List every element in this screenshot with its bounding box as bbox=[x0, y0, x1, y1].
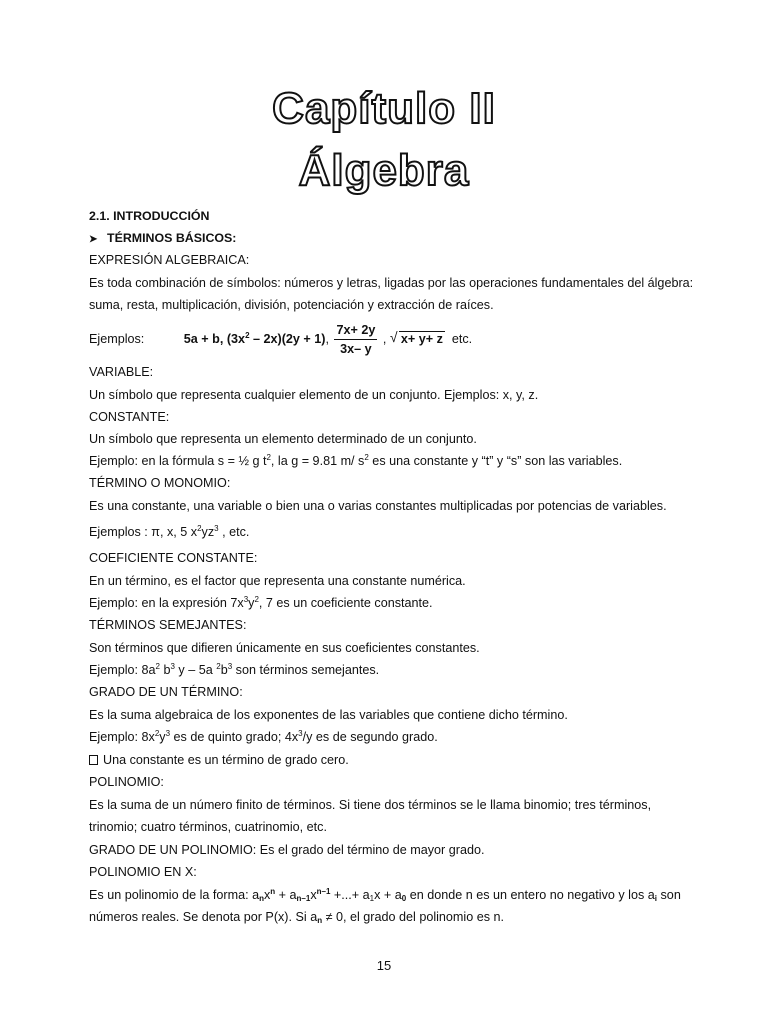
constante-text: Un símbolo que representa un elemento determinado de un conjunto. bbox=[89, 432, 477, 446]
grado-termino-example: Ejemplo: $8x^2y^3$ es de quinto grado; $4x^3/y$ es de segundo grado. bbox=[89, 729, 438, 744]
expresion-text-2: suma, resta, multiplicación, división, potenciación y extracción de raíces. bbox=[89, 298, 494, 312]
grado-termino-note: Una constante es un término de grado cero. bbox=[89, 752, 349, 768]
polinomio-x-heading: POLINOMIO EN X: bbox=[89, 865, 197, 879]
coeficiente-example: Ejemplo: en la expresión $7x^3y^2$, 7 es un coeficiente constante. bbox=[89, 595, 433, 610]
semejantes-heading: TÉRMINOS SEMEJANTES: bbox=[89, 618, 247, 632]
polinomio-x-line-2: números reales. Se denota por P(x). Si $a_n \ne 0$, el grado del polinomio es n. bbox=[89, 910, 505, 925]
chapter-title: Capítulo II bbox=[272, 84, 496, 133]
example-fraction: $\frac{7x+ 2y}{3x- y}$ bbox=[336, 323, 376, 356]
polinomio-heading: POLINOMIO: bbox=[89, 775, 164, 789]
semejantes-example: Ejemplo: $8a^2$ $b^3$ y – 5a $^2b^3$ son términos semejantes. bbox=[89, 662, 380, 677]
semejantes-text: Son términos que difieren únicamente en sus coeficientes constantes. bbox=[89, 641, 480, 655]
polinomio-text-2: trinomio; cuatro términos, cuatrinomio, etc. bbox=[89, 820, 327, 834]
arrow-bullet-icon: ➤ bbox=[89, 234, 98, 245]
variable-text: Un símbolo que representa cualquier elemento de un conjunto. Ejemplos: x, y, z. bbox=[89, 388, 539, 402]
expresion-example: Ejemplos: 5a + b, $(3x^2 - 2x)(2y + 1)$, $\frac{7x+ 2y}{3x- y}$ , √ x+ y+ z etc. bbox=[89, 323, 473, 356]
constante-example: Ejemplo: en la fórmula s = ½ g $t^2$, la g = 9.81 m/ $s^2$ es una constante y “t” y “s” son las variables. bbox=[89, 453, 623, 468]
termino-text: Es una constante, una variable o bien una o varias constantes multiplicadas por potencias de variables. bbox=[89, 499, 667, 513]
polinomio-x-line-1: Es un polinomio de la forma: $a_nx^n + a_{n-1}x^{n-1}$ +...+ $a_1x + a_0$ en donde n es un entero no negativo y los $a_i$ son bbox=[89, 887, 681, 903]
grado-termino-text: Es la suma algebraica de los exponentes de las variables que contiene dicho término. bbox=[89, 708, 568, 722]
coeficiente-text: En un término, es el factor que representa una constante numérica. bbox=[89, 574, 466, 588]
example-sqrt: √ x+ y+ z bbox=[389, 328, 443, 346]
constante-heading: CONSTANTE: bbox=[89, 410, 170, 424]
grado-termino-heading: GRADO DE UN TÉRMINO: bbox=[89, 685, 243, 699]
subsection-heading: ➤ TÉRMINOS BÁSICOS: bbox=[89, 230, 236, 248]
termino-heading: TÉRMINO O MONOMIO: bbox=[89, 476, 231, 490]
expresion-text-1: Es toda combinación de símbolos: números y letras, ligadas por las operaciones fundamentales del álgebra: bbox=[89, 276, 694, 290]
polinomio-text-1: Es la suma de un número finito de términos. Si tiene dos términos se le llama binomio; tres términos, bbox=[89, 798, 652, 812]
coeficiente-heading: COEFICIENTE CONSTANTE: bbox=[89, 551, 258, 565]
checkbox-bullet-icon bbox=[89, 755, 98, 765]
variable-heading: VARIABLE: bbox=[89, 365, 154, 379]
page-number: 15 bbox=[376, 958, 392, 973]
section-heading: 2.1. INTRODUCCIÓN bbox=[89, 209, 210, 223]
expresion-heading: EXPRESIÓN ALGEBRAICA: bbox=[89, 253, 250, 267]
grado-polinomio: GRADO DE UN POLINOMIO: Es el grado del término de mayor grado. bbox=[89, 843, 485, 857]
chapter-subtitle: Álgebra bbox=[298, 146, 470, 195]
termino-example: Ejemplos : π, x, 5 $x^2yz^3$ , etc. bbox=[89, 524, 250, 539]
